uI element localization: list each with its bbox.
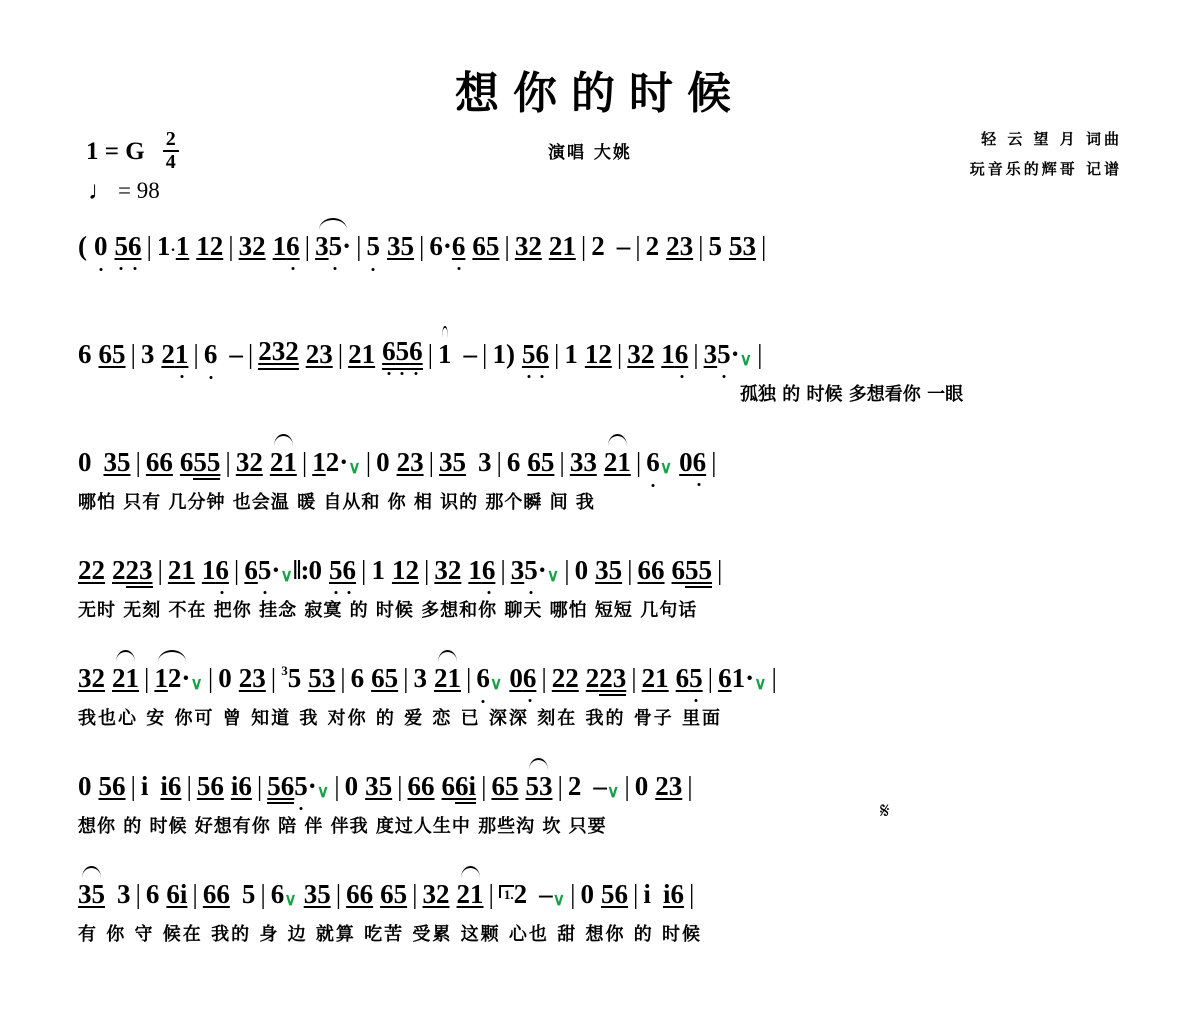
staff-line (0, 432, 1200, 540)
note-row: 0 35 | 66 655 | 32 21 | 12· ∨ | 0 23 | 35 3 | 6 65 | 33 21 | 6 ∨ 06 | (78, 432, 1130, 478)
composer-credits (970, 124, 1122, 184)
staff-lines (0, 216, 1200, 972)
staff-line (0, 216, 1200, 324)
staff-line (0, 864, 1200, 972)
meter-denominator: 4 (165, 151, 176, 173)
credit-line-1: 轻 云 望 月 词曲 (981, 130, 1122, 148)
staff-line (0, 540, 1200, 648)
lyric-row: 哪怕 只有 几分钟 也会温 暖 自从和 你 相 识的 那个瞬 间 我 (78, 492, 595, 513)
note-row: 32 21 | 12· ∨ | 0 23 | $^3$5 53 | 6 65 | 3 21 | 6 ∨ 06 | 22 223 | 21 65 | 61· ∨ | (78, 648, 1130, 694)
tempo-value: = 98 (118, 178, 160, 203)
repeat-start-sign: ‖: (292, 555, 309, 585)
note-row: 22 223 | 21 16 | 65· ∨ ‖: 0 56 | 1 12 | 32 16 | 35· ∨ | 0 35 | 66 655 | (78, 540, 1130, 586)
note-row: 35 3 | 6 6i | 66 5 | 6 ∨ 35 | 66 65 | 32 21 | 1. 2 – ∨ | 0 56 | i i6 | (78, 879, 695, 909)
lyric-row: 想你 的 时候 好想有你 陪 伴 伴我 度过人生中 那些沟 坎 只要 (78, 816, 607, 837)
staff-line (0, 756, 1200, 864)
tempo-marking (88, 178, 160, 204)
key-label: 1 = G (86, 138, 145, 165)
staff-line (0, 324, 1200, 432)
header-info (0, 116, 1200, 212)
triplet-mark: 3 (281, 663, 288, 678)
time-signature (163, 129, 179, 173)
meter-numerator: 2 (163, 129, 179, 152)
singer-credit: 演唱 大姚 (548, 143, 632, 163)
lyric-row: 孤独 的 时候 多想看你 一眼 (740, 384, 964, 405)
key-signature (86, 130, 179, 174)
lyric-row: 我也心 安 你可 曾 知道 我 对你 的 爱 恋 已 深深 刻在 我的 骨子 里面 (78, 708, 722, 729)
first-ending-bracket: 1. (499, 885, 514, 898)
note-row: ( 0 56 | 1·1 12 | 32 16 | 35· | 5 35 | 6·6 65 | 32 21 | 2 – | 2 23 | 5 53 | (78, 231, 767, 261)
staff-line (0, 648, 1200, 756)
dal-segno-icon: 𝄋 (880, 798, 890, 823)
lyric-row: 无时 无刻 不在 把你 挂念 寂寞 的 时候 多想和你 聊天 哪怕 短短 几句话 (78, 600, 698, 621)
page-title: 想你的时候 (455, 68, 745, 119)
credit-line-2: 玩音乐的辉哥 记谱 (969, 160, 1122, 178)
note-row: 6 65 | 3 21 | 6 – | 232 23 | 21 656 | 1 – | 1 ) 56 | 1 12 | 32 16 | 35· ∨ | (78, 336, 763, 369)
note-row: 0 56 | i i6 | 56 i6 | 565· ∨ | 0 35 | 66 66i | 65 53 | 2 – ∨ | 0 23 | (78, 756, 1130, 802)
quarter-note-icon: ♩ (88, 176, 114, 205)
lyric-row: 有 你 守 候在 我的 身 边 就算 吃苦 受累 这颗 心也 甜 想你 的 时候 (78, 924, 702, 945)
